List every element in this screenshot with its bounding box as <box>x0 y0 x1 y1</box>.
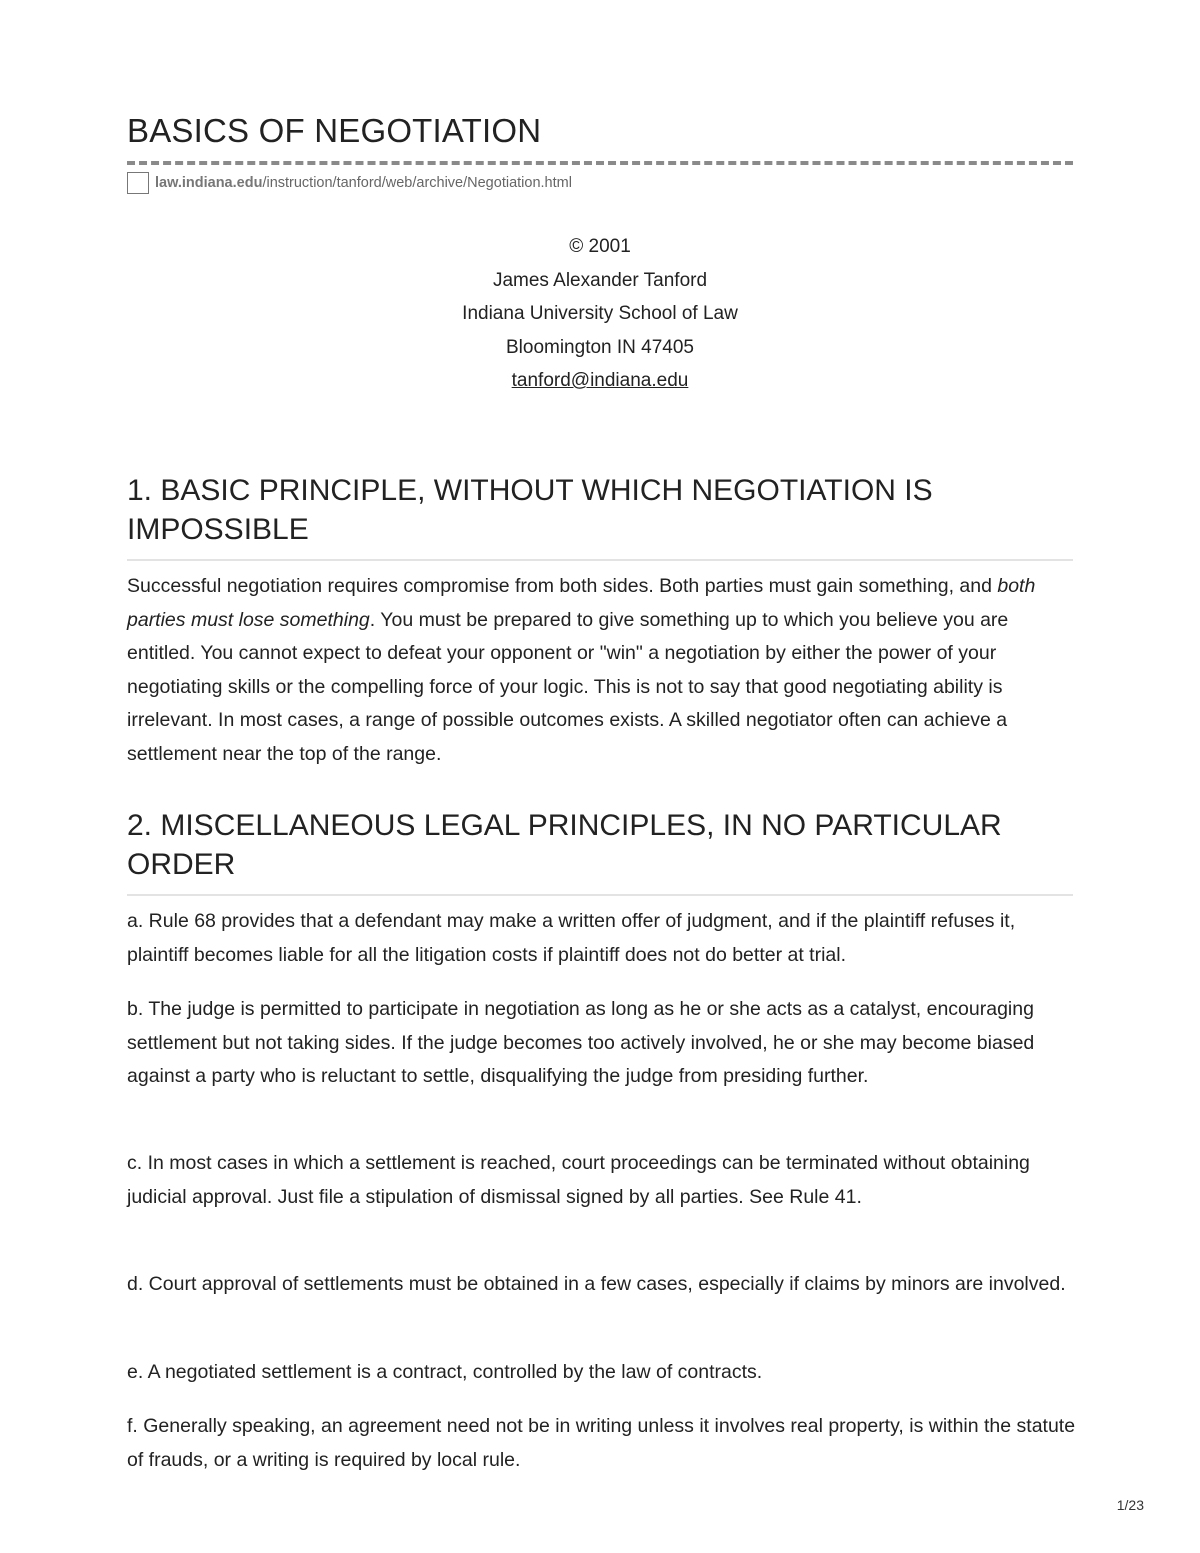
location-line: Bloomington IN 47405 <box>505 336 694 358</box>
favicon-icon <box>127 172 149 194</box>
list-item: e. A negotiated settlement is a contract, controlled by the law of contracts. <box>127 1361 763 1383</box>
source-url[interactable] <box>127 172 572 194</box>
email-link[interactable]: tanford@indiana.edu <box>511 370 689 391</box>
list-item: b. The judge is permitted to participate in negotiation as long as he or she acts as a catalyst, encouraging settlement but not taking sides. If the judge becomes too actively involved, he or she may become biased against a party who is reluctant to settle, disqualifying the judge from presiding further. <box>127 998 1035 1087</box>
section-heading-2: 2. MISCELLANEOUS LEGAL PRINCIPLES, IN NO PARTICULAR ORDER <box>127 806 1073 896</box>
list-item: a. Rule 68 provides that a defendant may make a written offer of judgment, and if the plaintiff refuses it, plaintiff becomes liable for all the litigation costs if plaintiff does not do better at trial. <box>127 910 1016 966</box>
page-title: BASICS OF NEGOTIATION <box>127 112 542 149</box>
source-domain: law.indiana.edu <box>155 175 263 191</box>
copyright-line: © 2001 <box>569 236 631 257</box>
author-name: James Alexander Tanford <box>492 269 708 291</box>
paragraph-text: Successful negotiation requires compromise from both sides. Both parties must gain something, and <box>127 575 998 597</box>
paragraph-text: . You must be prepared to give something up to which you believe you are entitled. You cannot expect to defeat your opponent or "win" a negotiation by either the power of your negotiating skills or the compelling force of your logic. This is not to say that good negotiating ability is irrelevant. In most cases, a range of possible outcomes exists. A skilled negotiator often can achieve a settlement near the top of the range. <box>127 608 1009 765</box>
institution-name: Indiana University School of Law <box>462 303 738 324</box>
section-1-paragraph <box>127 570 1077 771</box>
list-item: d. Court approval of settlements must be obtained in a few cases, especially if claims by minors are involved. <box>127 1273 1066 1295</box>
list-item: c. In most cases in which a settlement is reached, court proceedings can be terminated without obtaining judicial approval. Just file a stipulation of dismissal signed by all parties. See Rule 41. <box>127 1152 1030 1208</box>
list-item: f. Generally speaking, an agreement need not be in writing unless it involves real property, is within the statute of frauds, or a writing is required by local rule. <box>127 1415 1076 1471</box>
emphasized-text: both parties must lose something <box>127 575 1036 631</box>
page-number: 1/23 <box>1116 1497 1144 1513</box>
title-divider <box>127 161 1073 165</box>
byline <box>127 230 1073 398</box>
section-heading-1: 1. BASIC PRINCIPLE, WITHOUT WHICH NEGOTIATION IS IMPOSSIBLE <box>127 471 1073 561</box>
source-path: /instruction/tanford/web/archive/Negotiation.html <box>262 175 572 191</box>
